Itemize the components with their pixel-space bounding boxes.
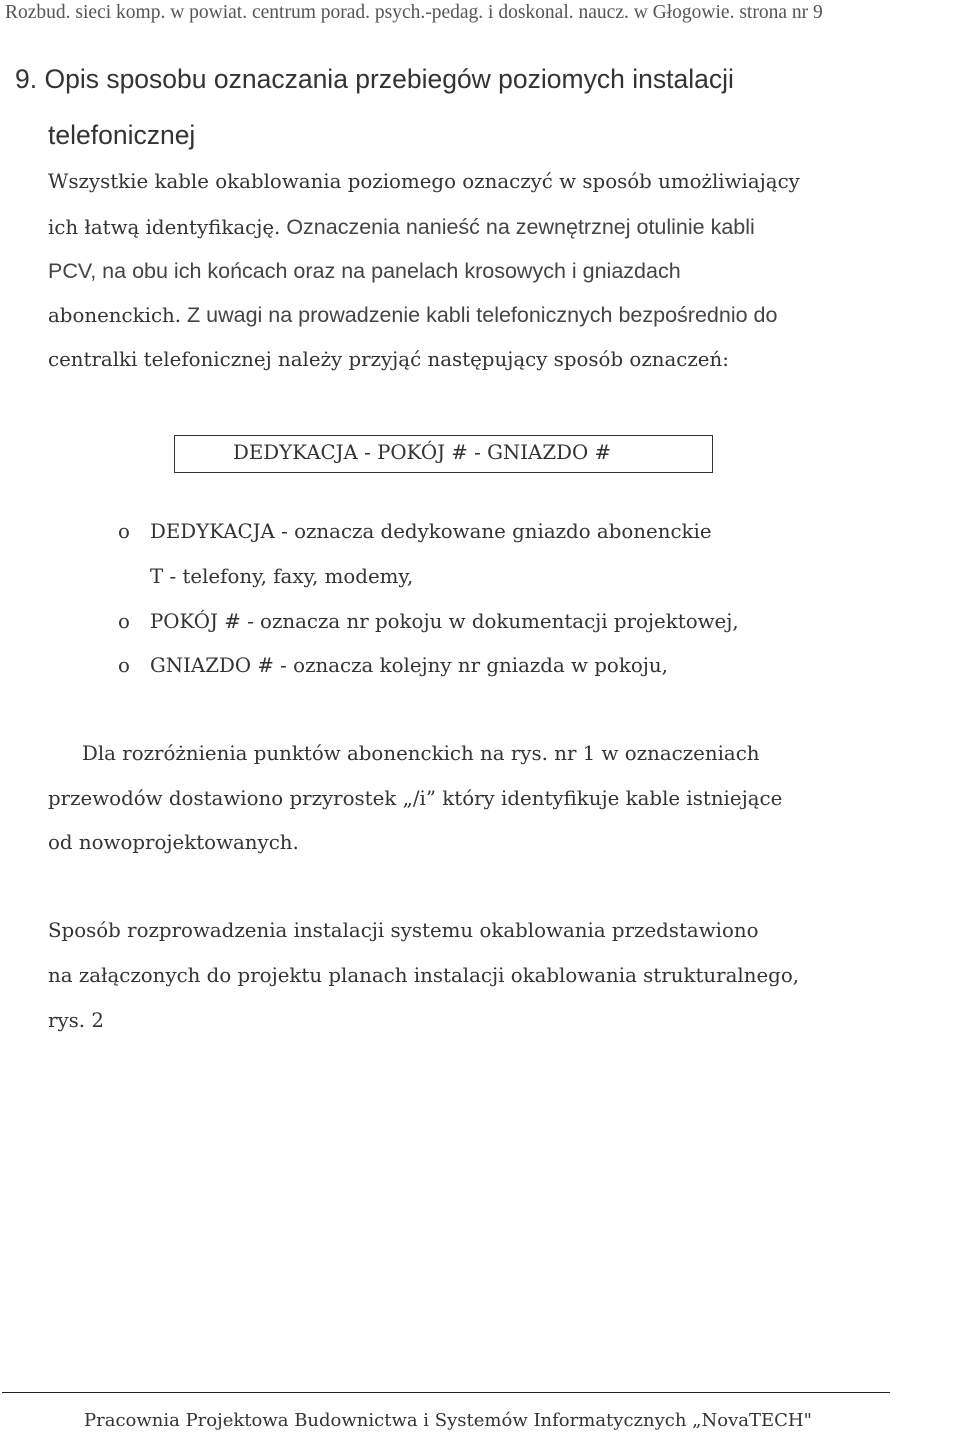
text-line: rys. 2	[48, 1009, 104, 1032]
text-line	[48, 303, 777, 328]
text-line: na załączonych do projektu planach instalacji okablowania strukturalnego,	[48, 964, 800, 987]
text-span: abonenckich.	[48, 304, 182, 327]
text-span: Oznaczenia nanieść na zewnętrznej otulinie kabli	[280, 215, 755, 239]
list-item-cont: T - telefony, faxy, modemy,	[150, 565, 414, 588]
footer-divider	[2, 1392, 890, 1393]
text-line: PCV, na obu ich końcach oraz na panelach krosowych i gniazdach	[48, 259, 681, 283]
text-span: Z uwagi na prowadzenie kabli telefonicznych bezpośrednio do	[181, 303, 778, 327]
bullet-marker: o	[118, 520, 130, 543]
list-item: GNIAZDO # - oznacza kolejny nr gniazda w pokoju,	[150, 654, 668, 677]
label-format-box	[174, 435, 713, 473]
list-item: POKÓJ # - oznacza nr pokoju w dokumentacji projektowej,	[150, 610, 739, 633]
text-line: Sposób rozprowadzenia instalacji systemu okablowania przedstawiono	[48, 919, 759, 942]
bullet-marker: o	[118, 654, 130, 677]
text-line: od nowoprojektowanych.	[48, 831, 299, 854]
section-title-cont: telefonicznej	[48, 120, 196, 150]
text-span: ich łatwą identyfikację.	[48, 216, 281, 239]
page-header: Rozbud. sieci komp. w powiat. centrum porad. psych.-pedag. i doskonal. naucz. w Głogowie. strona nr 9	[5, 2, 823, 23]
text-line: Dla rozróżnienia punktów abonenckich na rys. nr 1 w oznaczeniach	[82, 742, 760, 765]
text-line	[48, 215, 755, 240]
text-line: przewodów dostawiono przyrostek „/i” który identyfikuje kable istniejące	[48, 787, 783, 810]
page-footer: Pracownia Projektowa Budownictwa i Systemów Informatycznych „NovaTECH"	[84, 1410, 812, 1431]
bullet-marker: o	[118, 610, 130, 633]
section-title: 9. Opis sposobu oznaczania przebiegów poziomych instalacji	[15, 64, 734, 94]
label-format-text: DEDYKACJA - POKÓJ # - GNIAZDO #	[233, 441, 612, 464]
text-line: centralki telefonicznej należy przyjąć następujący sposób oznaczeń:	[48, 348, 729, 371]
text-line: Wszystkie kable okablowania poziomego oznaczyć w sposób umożliwiający	[48, 170, 800, 193]
list-item: DEDYKACJA - oznacza dedykowane gniazdo abonenckie	[150, 520, 712, 543]
